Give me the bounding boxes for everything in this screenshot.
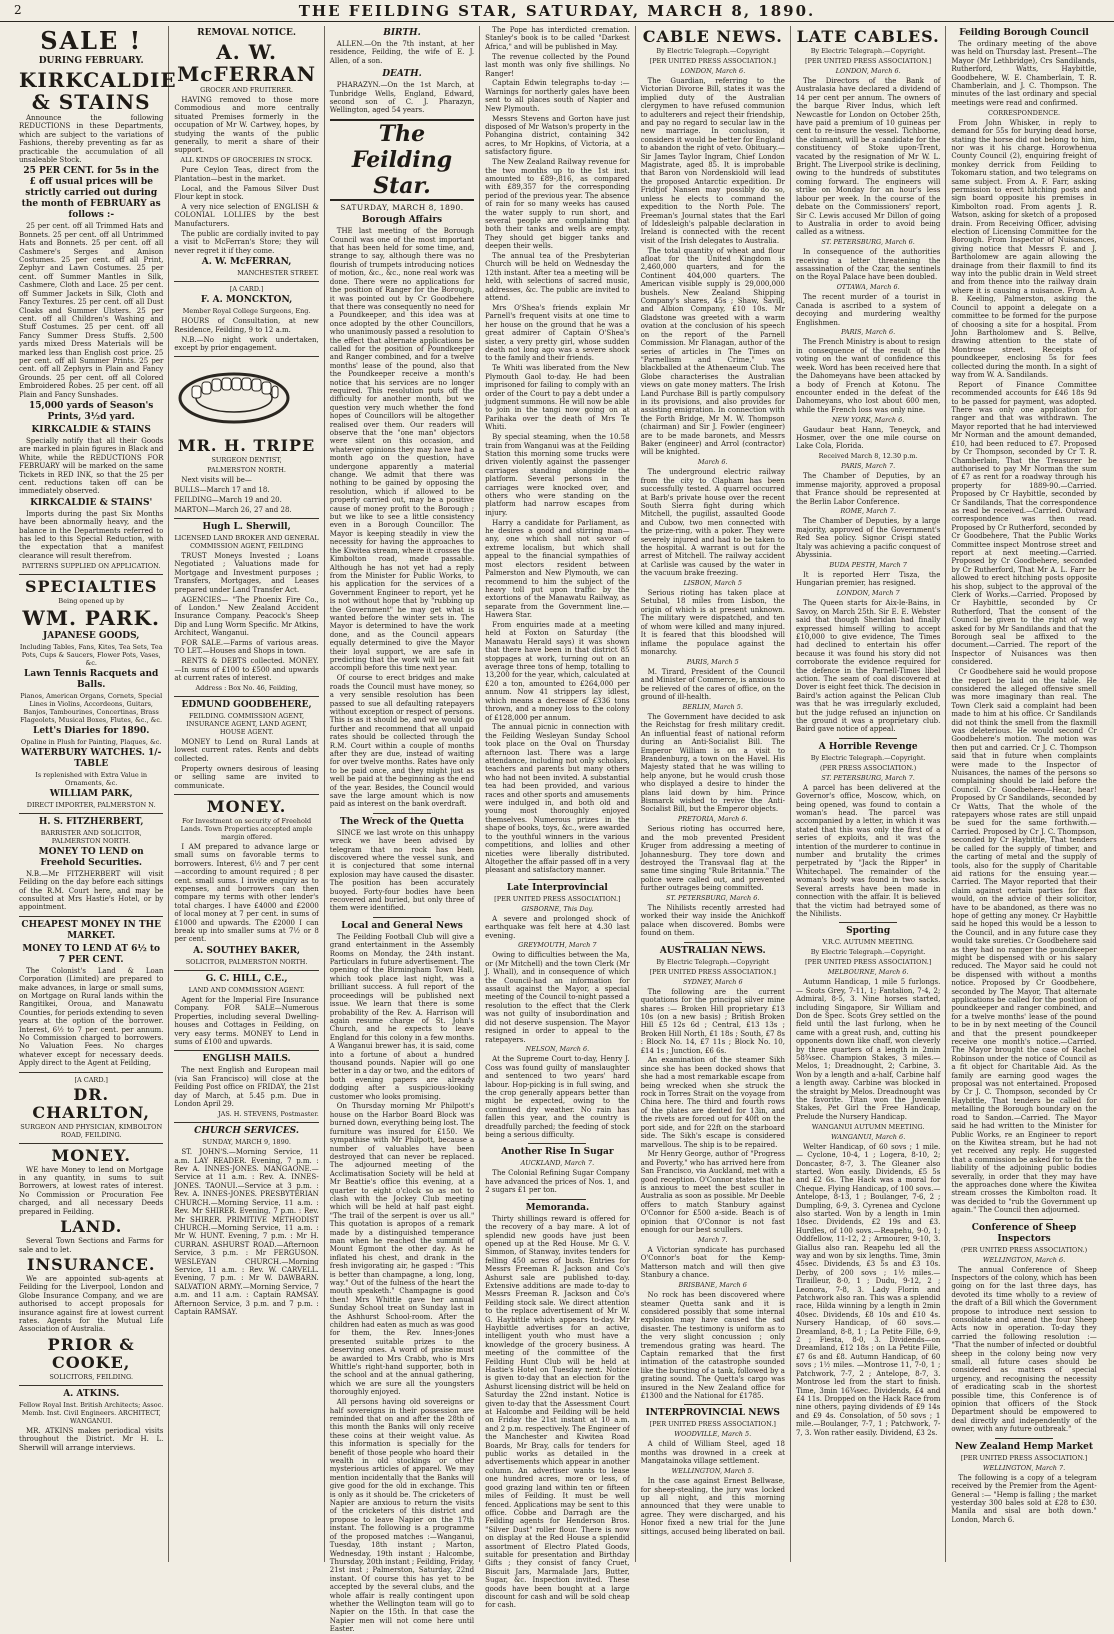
tripe-name: MR. H. TRIPE xyxy=(177,435,316,455)
atkins-sub: Fellow Royal Inst. British Architects; Assoc. Memb. Inst. Civil Engineers. ARCHITECT, WANGANUI. xyxy=(19,1400,164,1425)
press-assoc: (PER UNITED PRESS ASSOCIATION.) xyxy=(960,1245,1088,1254)
divider xyxy=(528,1199,586,1200)
article-body: Serious rioting has occurred here, and the mob prevented President Kruger from addressing a meeting of Johannesburg. They tore down and destroyed the Transvaal flag at the same time singing "Rule Britannia." The police were called out, and prevented further outrages being committed. xyxy=(640,825,785,893)
article-body: On Thursday morning Mr Philpott's house on the Harbor Board Block was burned down, everything being lost. The furniture was insured for £150. We sympathise with Mr Philpott, because a number of valuables have been destroyed that can never be replaced. The adjourned meeting of the Acclimatisation Society will be held at Mr Beattie's office this evening, at a quarter to eight o'clock so as not to clash with the Jockey Club meeting which will be held at half past eight. "The trail of the serpent is over us all." This quotation is apropos of a remark made by a distinguished temperance man when he reached the summit of Mount Egmont the other day. As he inflated his chest, and drank in the fresh invigorating air, he gasped : "This is better than champagne, a long, long, way." Out of the fulness of the heart the mouth speaketh." Champagne is good then! Mrs Whittle gave her annual Sunday School treat on Sunday last in the Ashhurst School-room. After the children had eaten as much as was good for them, the Rev. Innes-Jones presented suitable prizes to the deserving ones. A word of praise must be awarded to Mrs Crabb, who is Mrs Whittle's right-hand supporter, both in the school and at the annual gathering, which we are sure all the youngsters thoroughly enjoyed. xyxy=(329,1102,475,1397)
article-local-news xyxy=(330,921,474,1634)
article-body: In the case against Ernest Bellwase, for sheep-stealing, the jury was locked up all night, and this morning announced that they were unable to agree. They were discharged, and his Honor fixed a new trial for the June sittings, accused being liberated on bail. xyxy=(640,1477,785,1536)
article-body: The Nihilists recently arrested had worked their way inside the Anichkoff palace when discovered. Bombs were found on them. xyxy=(640,904,785,938)
received-line: Received March 8, 12.30 p.m. xyxy=(818,452,918,461)
baker-advert xyxy=(174,798,318,966)
hill-advert xyxy=(174,974,318,1046)
place-dateline: WANGANUI, March 6. xyxy=(831,1132,906,1141)
pianos-line: Pianos, American Organs, Cornets, Special Lines in Violins, Accordeons, Guitars, Banjos, Tambourines, Concertinas, Brass Flageolets, Musical Boxes, Flutes, &c., &c. xyxy=(20,691,163,724)
insurance-heading: INSURANCE. xyxy=(26,1254,156,1274)
article-body: Cr Goodbehere said he would propose the report be laid on the table. He considered the alleged offensive smell was more imaginary than real. The Town Clerk said a complaint had been made to him at his office. Cr Sandilands did not think the smell from the flaxmill was deleterious. He would second Cr Goodbehere's motion. The motion was then put and carried. Cr J. C. Thompson said that in future when complaints were made to the Inspector of Nuisances, the names of the persons so complaining should be laid before the Council. Cr Goodbehere—Hear, hear! Proposed by Cr Sandilands, seconded by Cr Watts, That the whole of the ratepayers whose rates are still unpaid be sued for the same forthwith.—Carried. Proposed by Cr J. C. Thompson, seconded by Cr Haybittle, That tenders be called for the supply of timber, and the carting of metal and the supply of tools, also for the supply of Charitable aid rations for the ensuing year.—Carried. The Mayor reported that their claim against certain parties for flax would, on the advice of their solicitor, have to be abandoned, as there was no hope of getting any money. Cr Haybittle said he hoped this would be a lesson to the Council, and in any future case they would take sureties. Cr Goodbehere said as they had no ranger the poundkeeper might be dispensed with or his salary reduced. The Mayor said he could not be dispensed with without a months notice. Proposed by Cr Goodbehere, seconded by The Mayor, That alternate applications be called for the position of poundkeeper and ranger combined, and for a twelve months' lease of the pound to be in by next meeting of the Council and that the present poundkeeper receive one month's notice.—Carried. The Mayor brought the case of Rachel Robinson under the notice of Council as a fit object for Charitable Aid. As the family are earning good wages the proposal was not entertained. Proposed by Cr J. C. Thompson, seconded by Cr Haybittle, That tenders be called for metalling the Borough boundary on the road to Sandon.—Carried. The Mayor said he had written to the Minister for Public Works, re an Engineer to report on the Kiwitea stream, but he had not yet received any reply. He suggested that a commission be asked for to fix the liability of the adjoining public bodies severally, in order that they may have the approaches done where the Kiwitea stream crosses the Kimbolton road. It was decided to "rub the Government up again." The Council then adjourned. xyxy=(951,668,1097,1215)
article-heading: LATE CABLES. xyxy=(796,27,940,46)
church-body: ST. JOHN'S.—Morning Service, 11 a.m. LAY READER. Evening, 7 p.m. : Rev A. INNES-JONES. MANGAONE.—Service at 11 a.m. : Rev. A. INNES-JONES. TAONUI.—Service at 3 p.m. : Rev. A. INNES-JONES. PRESBYTERIAN CHURCH.—Morning Service, 11 a.m. : Rev. Mr SHIRER. Evening, 7 p.m. : Rev. Mr SHIRER. PRIMITIVE METHODIST CHURCH.—Morning Service, 11 a.m. : Mr W. HUNT. Evening, 7 p.m. : Mr H. CURRAN. ASHURST ROAD.—Afternoon Service, 3 p.m. : Mr FERGUSON. WESLEYAN CHURCH.—Morning Service, 11 a.m. : Rev. W. CARVELL. Evening, 7 p.m. : Mr W. DAWBARN. SALVATION ARMY.—Morning Service, 7 a.m. and 11 a.m. : Captain RAMSAY. Afternoon Service, 3 p.m. and 7 p.m. : Captain RAMSAY. xyxy=(174,1148,319,1316)
article-body: Welter Handicap, of 60 sovs ; 1 mile.— Cyclone, 10-4, 1 ; Logera, 8-10, 2; Doncaster, 8-7, 3. The Gleaner also started. Won easily. Dividends, £5 5s and £2 6s. The Hack was a moral for Cheque. Flying Handicap, of 100 sovs.—Antelope, 8-13, 1 ; Boulanger, 7-6, 2 ; Dumpling, 6-9, 3. Cyrenea and Cyclone also started. Won by a length in 1min 18sec. Dividends, £2 19s and £3. Hurdles, of 100 sovs.—Reapehu, 9-0, 1; Oddfellow, 11-12, 2 ; Armourer, 9-10, 3. Giallus also ran. Reapehu led all the way and won by six lengths. Time, 3min 45sec. Dividends, £3 5s and £3 10s. Derby, of 200 sovs ; 1½ miles.—Tirailleur, 8-0, 1 ; Dudu, 9-12, 2 ; Leonora, 7-8, 3. Lady Florin and Patchwork also ran. This was a splendid race, Hilda winning by a length in 2min 40sec. Dividends, £8 10s and £10 4s. Nursery Handicap, of 60 sovs.—Dreamland, 8-8, 1 ; La Petite Fille, 6-9, 2 ; Fiesta, 8-0, 3. Dividends—on Dreamland, £12 18s ; on La Petite Fille, £7 6s and £8. Autumn Handicap, of 60 sovs ; 1½ miles. —Montrose 11, 7-0, 1 ; Patchwork, 7-7, 2 ; Antelope, 8-7, 3. Montrose led from the start to finish. Time, 3min 16¾sec. Dividends, £4 and £4 11s. Dropped on the Hack Race from nine others, paying dividends of £9 14s and £9 4s. Consolation, of 50 sovs ; 1 mile.—Boulanger, 7-7, 1 ; Patchwork, 7-7, 3. Won rather easily. Dividend, £3 2s. xyxy=(795,1142,941,1437)
divider xyxy=(19,813,163,814)
card-label-2: [A CARD.] xyxy=(229,285,264,294)
article-body: A Victorian syndicate has purchased O'Connor's boat for the Kemp-Matterson match and will then give Stanbury a chance. xyxy=(640,1245,785,1280)
sale-heading: SALE ! xyxy=(40,26,143,55)
article-late-interprovincial xyxy=(485,883,629,1140)
article-late-cables xyxy=(796,28,940,734)
prior-cooke-advert xyxy=(19,1147,163,1381)
place-dateline: NELSON, March 6. xyxy=(525,1045,590,1054)
press-assoc: [PER UNITED PRESS ASSOCIATION.] xyxy=(649,57,776,65)
lawn-tennis: Lawn Tennis Racquets and Balls. xyxy=(24,668,159,690)
article-borough-affairs xyxy=(330,215,474,809)
article-body: The following are the current quotations for the principal silver mine shares :— Broken Hill proprietary £13 10s (on a new basis) ; British Broken Hill £5 12s 6d ; Central, £13 13s ; Broken Hill North, £1 18s ; South, £7 8s : Block No. 14, £7 11s ; Block No. 10, £14 1s ; Junction, £6 6s. xyxy=(640,987,785,1055)
article-body: Of course to erect bridges and make roads the Council must have money, so a very sensible resolution has been passed to sue all defaulting ratepayers without exception or respect of persons. This is as it should be, and we would go further and recommend that all unpaid rates should be collected through the R.M. Court within a couple of months after they are due, instead of waiting for over twelve months. Rates have only to be paid once, and they might just as well be paid at the beginning as the end of the year. Besides, the Council would save the large amount which is now paid as interest on the bank overdraft. xyxy=(329,674,475,809)
divider xyxy=(174,970,318,971)
tripe-town: PALMERSTON NORTH. xyxy=(207,465,286,474)
goodbehere-advert xyxy=(174,700,318,790)
visit-bulls: BULLS—March 17 and 18. xyxy=(174,485,270,494)
firm-name-3: KIRKCALDIE & STAINS' xyxy=(30,497,153,508)
place-dateline: WELLINGTON, March 5. xyxy=(671,1467,754,1476)
article-body: The French Ministry is about to resign in consequence of the result of the voting on the want of confidence this week. Word has been received here that the Dahomeyans have been attacked by a body of French at Kotonu. The encounter ended in the defeat of the Dahomeyans, who lost about 600 men, while the French loss was only nine. xyxy=(795,338,941,414)
press-tag: By Electric Telegraph.—Copyright xyxy=(656,957,770,966)
article-body: The recent murder of a tourist in Canada is ascribed to a system of decoying and murdering wealthy Englishmen. xyxy=(795,293,941,327)
divider xyxy=(174,794,318,795)
article-body: Te Whiti was liberated from the New Plymouth Gaol to-day. He had been imprisoned for failing to comply with an order of the Court to pay a debt under a judgment summons. He will now be able to join in the tangi now going on at Parihaka over the death of Mrs Te Whiti. xyxy=(485,364,630,432)
article-body: Messrs Stevens and Gorton have just disposed of Mr Watson's property in the Pohangina district, containing 342 acres, to Mr Hopkins, of Victoria, at a satisfactory figure. xyxy=(485,114,630,157)
article-body: M. Tirard, President of the Council and Minister of Commerce, is anxious to be relieved of the cares of office, on the ground of ill-health. xyxy=(640,667,785,702)
article-body: The Chamber of Deputies, by an immense majority, approved a proposal that France should be represented at the Berlin Labor Conference. xyxy=(795,472,941,506)
divider xyxy=(839,738,897,739)
divider xyxy=(174,518,318,519)
night-work: N.B.—No night work undertaken, except by prior engagement. xyxy=(174,335,319,353)
english-mails xyxy=(174,1054,318,1118)
article-body: At the Supreme Court to-day, Henry J. Coss was found guilty of manslaughter and sentenced to two years' hard labour. Hop-picking is in full swing, and the crop generally appears better than might be expected, owing to the continued dry weather. No rain has fallen this year, and the country is dreadfully parched; the feeding of stock being a serious difficulty. xyxy=(485,1055,630,1140)
place-dateline: ST. PETERSBURG, March 6. xyxy=(821,238,915,247)
press-assoc: [PER UNITED PRESS ASSOCIATION.] xyxy=(804,57,932,65)
land-heading: LAND. xyxy=(60,1217,123,1237)
place-dateline: PRETORIA, March 6. xyxy=(677,815,748,824)
direct-importer: DIRECT IMPORTER, PALMERSTON N. xyxy=(26,800,156,809)
card-label: [A CARD.] xyxy=(74,1075,108,1084)
press-tag: By Electric Telegraph.—Copyright. xyxy=(810,47,926,55)
article-body: SINCE we last wrote on this unhappy wreck we have been advised by telegram that no rock has been discovered where the vessel sunk, and it is conjectured that some internal explosion may have caused the disaster. The position has been accurately buoyed. Forty-four bodies have been recovered and buried, but only three of them were identified. xyxy=(329,828,475,913)
japanese-body: Including Tables, Fans, Kites, Tea Sets, Tea Pots, Cups & Saucers, Flower Pots, Vases, &c. xyxy=(19,642,163,667)
japanese-heading: JAPANESE GOODS, xyxy=(42,630,140,641)
article-heading: Borough Affairs xyxy=(361,215,443,226)
article-heading: Sporting xyxy=(846,926,891,937)
column-1 xyxy=(14,26,177,1562)
baker-sub: SOLICITOR, PALMERSTON NORTH. xyxy=(185,957,308,966)
patterns-note: PATTERNS SUPPLIED ON APPLICATION. xyxy=(21,561,161,570)
sub-heading: WANGANUI AUTUMN MEETING. xyxy=(811,1122,925,1131)
article-body: The Guardian, referring to the Victorian Divorce Bill, states it was the implied duty of the Australian clergymen to have refused communion to adulterers and reject their friendship, and pay no regard to secular law in the new marriage. In conclusion, it considers it would be better for England to abandon the right of veto. Obituary.—Sir James Taylor Ingram, Chief London Magistrate, aged 85. It is improbable that Baron von Nordenskiold will lead the proposed Antarctic expedition. Dr Fridtjof Nansen may possibly do so, unless he elects to command the expedition to the North Pole. The Freeman's Journal states that the Earl of Iddesleigh's palpable declaration in Ireland is connected with the recent visit of the Irish delegates to Australia. xyxy=(640,77,785,245)
william-park-sign: WILLIAM PARK, xyxy=(49,788,133,799)
mcferran-name: A. W. McFERRAN xyxy=(177,40,316,86)
death-body: PHARAZYN.—On the 1st March, at Tunbridge Wells, England, Edward, second son of C. J. Pharazyn, Wellington, aged 54 years. xyxy=(329,81,475,115)
grocer-line: GROCER AND FRUITERER. xyxy=(200,86,294,94)
article-body: The Directors of the Bank of Australasia have declared a dividend of 14 per cent per annum. The owners of the barque River Indus, which left Newcastle for London on October 25th, have paid a premium of 10 guineas per cent to re-insure the vessel. Tichborne, the claimant, will be a candidate for the constituency of Stoke upon-Trent, vacated by the resignation of Mr W. L. Bright. The Liverpool strike is declining, owing to the hundreds of substitutes coming forward. The engineers will strike on Monday for an hour's less labour per week. In the course of the debate on the Commissioners' report, Sir C. Lewis accused Mr Dillon of going to Australia in order to avoid being called as a witness. xyxy=(795,77,941,237)
place-dateline: ST. PETERSBURG, March 6. xyxy=(666,894,760,903)
press-tag: [PER UNITED PRESS ASSOCIATION.] xyxy=(494,894,621,903)
money-to-lend: MONEY TO LEND on Freehold Securities. xyxy=(38,846,144,868)
reductions-note: Specially notify that all their Goods are marked in plain figures in Black and White, while the REDUCTIONS FOR FEBRUARY will be marked on the same Tickets in RED INK, so that the 25 per cent. reductions taken off can be immediately observed. xyxy=(19,436,164,496)
column-2 xyxy=(169,26,324,1562)
goodbehere-sub: FEILDING. COMMISSION AGENT, INSURANCE AGENT, LAND AGENT, HOUSE AGENT. xyxy=(186,712,307,737)
kirkcaldie-sale-advert xyxy=(19,26,177,570)
article-body: The annual Conference of Sheep Inspectors of the colony, which has been going on for the last three days, has devoted its time wholly to a review of the draft of a Bill which the Government propose to introduce next session to consolidate and amend the four Sheep Acts now in operation. To-day they carried the following resolution :— "That the number of infected or doubtful sheep in the colony being now very small, all future cases should be considered as matters of special urgency, and recognising the necessity of eradicating scab in the shortest possible time, this Conference is of opinion that officers of the Stock Department should be empowered to deal directly and independently of the owner, with any future outbreak." xyxy=(951,1265,1097,1434)
sale-subheading: DURING FEBRUARY. xyxy=(38,56,144,66)
opaline-line: Opaline in Plush for Painting, Plaques, &c. xyxy=(20,737,162,746)
article-sheep-inspectors xyxy=(951,1223,1096,1434)
atkins-advert xyxy=(19,1389,163,1452)
article-body: Thirty shillings reward is offered for the recovery of a bay mare. A lot of splendid new goods have just been opened up at the Red House. Mr G. V. Simmon, of Stanway, invites tenders for felling 450 acres of bush. Entries for Messrs Freeman R. Jackson and Co's Ashurst sale are published to-day. Extensive additions are made to-day to Messrs Freeman R. Jackson and Co's Feilding stock sale. We direct attention to the replace advertisement of Mr W. G. Haybittle which appears to-day. Mr Haybittle advertises for an active, intelligent youth who must have a knowledge of the grocery business. A meeting of the committee of the Feilding Hunt Club will be held at Hastie's Hotel on Tuesday next. Notice is given to-day that an election for the Ashurst licensing district will be held on Saturday the 22nd instant. Notice is given to-day that the Assessment Court at Halcombe and Feilding will be held on Friday the 21st instant at 10 a.m. and 2 p.m. respectively. The Engineer of the Manchester and Kiwitea Road Boards, Mr Bray, calls for tenders for public works as detailed in the advertisements which appear in another column. An advertiser wants to lease one hundred acres, more or less, of good grazing land within ten or fifteen miles of Feilding. It must be well fenced. Applications may be sent to this office. Cobbe and Darragh are the Feilding agents for Henderson Bros. "Silver Dust" roller flour. There is now on display at the Red House a splendid assortment of Electro Plated Goods, suitable for presentation and Birthday Gifts ; they consist of fancy Cruet, Biscuit Jars, Marmalade Jars, Butter, Sugar, &c. Inspection invited. These goods have been bought at a large discount for cash and will be sold cheap for cash. xyxy=(485,1214,630,1610)
charlton-name: DR. CHARLTON, xyxy=(32,1084,150,1122)
article-body: The Pope has interdicted cremation. Stanley's book is to be called "Darkest Africa," and will be published in May. xyxy=(485,26,630,51)
article-body: Captain Edwin telegraphs to-day :— Warnings for northerly gales have been sent to all places south of Napier and New Plymouth. xyxy=(485,79,630,113)
article-heading: Another Rise In Sugar xyxy=(501,1147,614,1158)
hill-sub: LAND AND COMMISSION AGENT. xyxy=(188,985,305,994)
divider xyxy=(373,917,431,918)
divider xyxy=(174,281,318,282)
mcferran-body: HAVING removed to those more Commodious and more centrally situated Premises formerly in the occupation of Mr W. Cartwey, hopes, by studying the wants of the public generally, to merit a share of their support. xyxy=(174,96,319,155)
article-body: By special steaming, when the 10.58 train from Wanganui was at the Feilding Station this morning some trucks were driven violently against the passenger carriages standing alongside the platform. Several persons in the carriages were knocked over, and others who were standing on the platform had narrow escapes from injury. xyxy=(485,433,630,517)
divider xyxy=(174,1122,318,1123)
press-assoc: [PER UNITED PRESS ASSOCIATION.] xyxy=(804,958,932,967)
fitzherbert-name: H. S. FITZHERBERT, xyxy=(38,816,144,827)
prior-cooke-sub: SOLICITORS, FEILDING. xyxy=(49,1372,134,1381)
letts-diaries: Lett's Diaries for 1890. xyxy=(32,725,150,736)
invitation: The public are cordially invited to pay a visit to McFerran's Store; they will never regret it if they come. xyxy=(174,229,319,255)
place-dateline: ROME, March 7. xyxy=(840,507,896,516)
percent-heading: 25 PER CENT. for 5s in the £ off usual prices will be strictly carried out during the month of FEBRUARY as follows :- xyxy=(21,166,161,221)
place-dateline: BUDA PESTH, March 7 xyxy=(829,561,907,569)
money-heading: MONEY. xyxy=(51,1145,131,1165)
agencies: AGENCIES— "The Phoenix Fire Co., of London." New Zealand Accident Insurance Company. Peacock's Sheep Dip and Lung Worm Specific. Mr Atkins, Architect, Wanganui. xyxy=(174,595,319,638)
article-body: Gaudaur beat Hann, Teneyck, and Hosmer, over the one mile course on Lake Cola, Florida. xyxy=(795,425,941,451)
article-body: From enquiries made at a meeting held at Foxton on Saturday (the Manawatu Herald says) it was shown that there have been in that district 85 stoppages at work, turning out on an average three tons of hemp, totalling to 13,200 for the year, which, calculated at £20 a ton, amounted to £264,000 per annum. Now 41 strippers lay idlest, which means a decrease of £336 tons thrown, and a money loss to the colony of £128,000 per annum. xyxy=(485,621,630,722)
divider xyxy=(19,1385,163,1386)
masthead xyxy=(0,0,1114,22)
press-assoc: [PER UNITED PRESS ASSOCIATION.] xyxy=(649,1420,776,1429)
page-number: 2 xyxy=(14,3,22,17)
next-visits: Next visits will be— xyxy=(181,475,252,484)
place-dateline: WOODVILLE, March 5. xyxy=(674,1430,752,1439)
column-7 xyxy=(946,26,1101,1562)
place-dateline: PARIS, March 6. xyxy=(841,328,896,337)
article-body: Mrs O'Shea's friends explain Mr Parnell's frequent visits at one time to her house on the ground that he was a great admirer of Captain O'Shea's sister, a very pretty girl, whose sudden death not long ago was a severe shock to the family and their friends. xyxy=(485,304,630,363)
article-body: The annual picnic in connection with the Feilding Wesleyan Sunday School took place on the Oval on Thursday afternoon last. There was a large attendance, including not only scholars, teachers and parents but many others who had not been invited. A substantial tea had been provided, and various races and other sports and amusements were indulged in, and both old and young most thoroughly enjoyed themselves. Numerous prizes in the shape of books, toys, &c., were awarded to the youthful winners in the various competitions, and lollies and other niceties were liberally distributed. Altogether the affair passed off in a very pleasant and satisfactory manner. xyxy=(485,723,630,875)
birth-heading: BIRTH. xyxy=(383,28,421,38)
tripe-advert xyxy=(174,360,318,514)
land-body: Several Town Sections and Farms for sale and to let. xyxy=(19,1237,164,1254)
divider xyxy=(373,813,431,814)
property-owners: Property owners desirous of leasing or selling same are invited to communicate. xyxy=(174,764,319,790)
place-dateline: SYDNEY, March 6 xyxy=(682,977,743,986)
fitzherbert-title: BARRISTER AND SOLICITOR, PALMERSTON NORTH. xyxy=(40,828,142,845)
investment-line: For Investment on security of Freehold Lands. Town Properties accepted ample margin offered. xyxy=(180,817,313,841)
article-heading: AUSTRALIAN NEWS. xyxy=(659,945,766,956)
dental-plate-illustration xyxy=(174,366,294,426)
article-heading: CABLE NEWS. xyxy=(642,27,783,46)
sub-heading: V.R.C. AUTUMN MEETING. xyxy=(822,938,914,947)
birth-body: ALLEN.—On the 7th instant, at her residence, Feilding, the wife of E. J. Allen, of a son. xyxy=(329,40,475,65)
article-interprovincial-news xyxy=(641,1408,785,1536)
divider xyxy=(684,942,742,943)
divider xyxy=(19,916,163,917)
place-dateline: OTTAWA, March 6. xyxy=(836,283,900,292)
money-rate: MONEY TO LEND AT 6½ to 7 PER CENT. xyxy=(22,943,161,965)
article-sporting xyxy=(796,926,940,1437)
church-heading: CHURCH SERVICES. xyxy=(194,1126,299,1137)
article-body: A severe and prolonged shock of earthquake was felt here at 4.30 last evening. xyxy=(485,914,630,940)
sale-intro: Announce the following REDUCTIONS in these Departments, which are subject to the variations of Fashions, thereby preventing as far as practicable the accumulation of all unsaleable Stock. xyxy=(19,114,164,165)
article-heading: Late Interprovincial xyxy=(506,882,608,893)
insurance-body: We are appointed sub-agents at Feilding for the Liverpool, London and Globe Insurance Company, and we are authorised to accept proposals for insurance against fire at lowest current rates. Agents for the Mutual Life Association of Australia. xyxy=(19,1274,164,1334)
hill-name: G. C. HILL, C.E., xyxy=(205,973,288,984)
article-heading: New Zealand Hemp Market xyxy=(955,1441,1094,1452)
divider xyxy=(839,922,897,923)
cheapest-money: CHEAPEST MONEY IN THE MARKET. xyxy=(21,919,161,941)
firm-name: KIRKCALDIE & STAINS xyxy=(19,68,177,114)
divider xyxy=(19,574,163,575)
article-body: THE last meeting of the Borough Council was one of the most important that has been held for some time, and, strange to say, although there was no flourish of trumpets introducing notices of motion, &c., &c., none real work was done. There were no applications for the position of Ranger for the Borough, it was pointed out by Cr Goodbehere that there was consequently no need for a Poundkeeper, and this idea was at once adopted by the other Councillors, who unanimously passed a resolution to the effect that alternate applications be called for the position of Poundkeeper and Ranger combined, and for a twelve months' lease of the pound, also that the Poundkeeper receive a month's notice that his services are no longer required. This resolution puts off the difficulty for another month, but we question very much whether the fond hopes of Councillors will be altogether realised over them. Our readers will observe that the "one man" objectors were silent on this occasion, and whatever opinions they may have had a month ago on the question, have undergone apparently a material change. We admit that there was nothing to be gained by opposing the resolution, which if allowed to be properly carried out, may be a positive cause of money profit to the Borough ; but we like to see a little consistency even in a Borough Councillor. The Mayor is keeping steadily in view the necessity for having the approaches to the Kiwitea stream, where it crosses the Kimbolton road, made passable. Although he has not yet had a reply from the Minister for Public Works, to his application for the services of a Government Engineer to report, yet he is not without hope that by "rubbing up the Government" he may get what is wanted before the winter sets in. The Mayor is determined to have the work done, and as the Council appears equally determined to give the Mayor their loyal support, we are safe in predicting that the work will be un fait accompli before this time next year. xyxy=(329,227,475,673)
column-5 xyxy=(636,26,791,1562)
place-dateline: LONDON, March 6. xyxy=(835,67,901,75)
tripe-sub: SURGEON DENTIST, xyxy=(211,455,282,464)
article-heading: INTERPROVINCIAL NEWS xyxy=(645,1408,780,1419)
mcferran-sign: A. W. McFERRAN, xyxy=(201,256,292,267)
article-body: Autumn Handicap, 1 mile 5 furlongs.— Scots Grey, 7-11, 1; Fantalion, 7-4, 2; Admiral, 8-5, 3. Nine horses started, including Singapore, Sir William and Don de Spec. Scots Grey settled on the field until the last furlong, when he came with a great rush, and, cutting his opponents down like chaff, won cleverly by three quarters of a length in 2min 58¾sec. Champion Stakes, 3 miles.—Melos, 1; Dreadnought, 2; Carbine, 3. Won by a length and a-half, Carbine half a length away. Carbine was blocked in the straight by Melos. Dreadnought was the favorite. Titan won the Juvenile Stakes, Pet Girl the Free Handicap, Prelude the Nursery Handicap. xyxy=(795,978,941,1121)
article-body: It is reported Herr Tisza, the Hungarian premier, has resigned. xyxy=(795,571,941,588)
press-assoc: (PER PRESS ASSOCIATION.) xyxy=(820,763,917,772)
article-body: The Chamber of Deputies, by a large majority, approved of the Government's Red Sea policy. Signor Crispi stated Italy was achieving a pacific conquest of Abyssinia. xyxy=(795,517,941,560)
divider xyxy=(19,1072,163,1073)
divider xyxy=(174,696,318,697)
divider xyxy=(684,1404,742,1405)
divider xyxy=(174,356,318,357)
article-sugar xyxy=(485,1147,629,1194)
divider xyxy=(174,1050,318,1051)
sub-heading: CORRESPONDENCE. xyxy=(987,108,1061,117)
place-dateline: BRISBANE, March 6 xyxy=(678,1281,747,1290)
money-body: WE have Money to lend on Mortgage in any quantity, in sums to suit Borrowers, at lowest rates of interest. No Commission or Procuration Fee charged, and all necessary Deeds prepared in Feilding. xyxy=(19,1165,164,1216)
article-body: A parcel has been delivered at the Governor's office, Moscow, which, on being opened, was found to contain a woman's head. The parcel was accompanied by a letter, in which it was stated that this was only the first of a series of exploits, and it was the intention of the murderer to continue in number and brutality the crimes perpetrated by "Jack the Ripper" in Whitechapel. The remainder of the woman's body was found in two sacks. Several arrests have been made in connection with the affair. It is believed that the victim had betrayed some of the Nihilists. xyxy=(795,783,941,918)
article-body: The Colonial Refining Sugar Company have advanced the prices of Nos. 1, and 2 sugars £1 per ton. xyxy=(485,1169,630,1195)
place-dateline: AUCKLAND, March 7. xyxy=(520,1159,595,1168)
divider xyxy=(995,1219,1053,1220)
for-sale: FOR SALE.—Farms of various areas. TO LET.—Houses and Shops in town. xyxy=(174,639,319,656)
lollies-line: A very nice selection of ENGLISH & COLONIAL LOLLIES by the best Manufacturers. xyxy=(174,202,319,228)
article-memoranda xyxy=(485,1203,629,1610)
all-kinds: ALL KINDS OF GROCERIES IN STOCK. xyxy=(180,156,313,165)
sherwill-name: Hugh L. Sherwill, xyxy=(202,521,291,532)
article-body: All persons having old sovereigns or half sovereigns in their possession are reminded that on and after the 28th of this month the Banks will only receive these coins at their weight value. As this information is specially for the benefit of those people who hoard their wealth in old stockings or other mysterious articles of apparel. We may mention incidentally that the Banks will give good for the old in exchange. This is only as it should be. The cricketers of Napier are anxious to return the visits of the cricketers of this district and propose to leave Napier on the 17th instant. The following is a programme of the proposed matches :—Wanganui, Tuesday, 18th instant ; Marton, Wednesday, 19th instant ; Halcombe, Thursday, 20th instant ; Feilding, Friday, 21st inst ; Palmerston, Saturday, 22nd instant. Of course this has yet to be accepted by the several clubs, and the whole affair is really contingent upon whether the Wellington team will go to Napier on the 15th. In that case the Napier men will not come here until Easter. xyxy=(329,1398,475,1634)
article-body: The following is a copy of a telegram received by the Premier from the Agent-General :— "Hemp is falling ; the market yesterday 300 bales sold at £28 to £30. Manila and sisal are both down." London, March 6. xyxy=(951,1473,1097,1524)
place-dateline: WELLINGTON, March 7. xyxy=(982,1463,1066,1472)
address: Address : Box No. 46, Feilding, xyxy=(195,684,298,693)
article-body: Report of Finance Committee recommended accounts for £46 18s 9d to be passed for payment, was adopted. There was only one application for ranger and that was withdrawn. The Mayor reported that he had interviewed Mr Norman and the amount demanded, £10, had been reduced to £7. Proposed by Cr Thompson, seconded by Cr T. R. Chamberlain, That the Treasurer be authorised to pay Mr Norman the sum of £7 as rent for a roadway through his property for 1889-90.—Carried. Proposed by Cr Haybittle, seconded by Cr Sandilands, That the correspondence as read be received.—Carried. Outward correspondence was then read. Proposed by Cr Rutherford, seconded by Cr Goodbehere, That the Public Works Committee inspect Montrose street and report at next meeting.—Carried. Proposed by Cr Goodbehere, seconded by Cr Rutherford, That Mr A. L. Farr be allowed to erect hitching posts opposite his shop, subject to the approval of the Clerk of Works.—Carried. Proposed by Cr Haybittle, seconded by Cr Rutherford, That the consent of the Council be given to the right of way asked for by Mr Sandilands and that the Borough seal be affixed to the document.—Carried. The report of the Inspector of Nuisances was then considered. xyxy=(951,380,1097,667)
firm-name-2: KIRKCALDIE & STAINS xyxy=(31,424,151,435)
specialties-heading: SPECIALTIES xyxy=(24,576,158,596)
charlton-advert xyxy=(19,1076,163,1139)
prior-cooke-name: PRIOR & COOKE, xyxy=(47,1334,135,1372)
article-local-continued xyxy=(485,26,629,875)
newspaper-page xyxy=(14,26,1102,1634)
fitzherbert-visit: N.B.—Mr FITZHERBERT will visit Feilding on the day before each sittings of the R.M. Court here, and may be consulted at Mrs Hastie's Hotel, or by appointment. xyxy=(19,869,164,912)
article-body: In consequence of the authorities receiving a letter threatening the assassination of the Czar, the sentinels on the Royal Palace have been doubled. xyxy=(795,248,941,282)
article-body: The Government have decided to ask the Reichstag for fresh military credit. An influential feast of national reform during an Anti-Socialist Bill. The Emperor William is on a visit to Brandenburg, a town on the Havel. His Majesty stated that he was willing to help anyone, but he would crush those who displayed a desire to hinder the plans laid down by him. Prince Bismarck wished to revive the Anti-Socialist Bill, but the Emperor objects. xyxy=(640,712,785,814)
divider xyxy=(528,879,586,880)
article-body: Owing to difficulties between the Ma, or (Mr Mitchell) and the town Clerk (Mr J. Whall), and in consequence of which the Council-had an information for assault against the Mayor, a special meeting of the Council to-night passed a resolution to the effect that the Clerk was not guilty of insubordination and did not deserve suspension. The Mayor resigned in order to appeal to the ratepayers. xyxy=(485,951,630,1044)
article-body: The ordinary meeting of the above was held on Thursday last. Present—The Mayor (Mr Lethbridge), Crs Sandilands, Rutherford, Watts, Haybittle, Goodbehere, W. E. Chamberlain, T. R. Chamberlain, and J. C. Thompson. The minutes of the last ordinary and special meetings were read and confirmed. xyxy=(951,40,1097,107)
mails-heading: ENGLISH MAILS. xyxy=(202,1054,291,1065)
article-body: The Queen starts for Aix-le-Bains, in Savoy, on March 25th. Sir E. E. Webster said that though Sheridan had finally expressed himself willing to accept £10,000 to give evidence, The Times had declined to entertain his offer because it was found his story did not corroborate the evidence required for the defence in the Parnell-Times libel action. The seam of coal discovered at Dover is eight feet thick. The decision in Baird's action against the Pelican Club was that he was irregularly excluded, but the judge refused an injunction on the ground it was a proprietary club. Baird gave notice of appeal. xyxy=(795,599,941,734)
place-dateline: GISBORNE, This Day. xyxy=(521,904,594,913)
replenished-line: Is replenished with Extra Value in Ornaments, &c. xyxy=(35,770,148,787)
colonist-body: The Colonist's Land & Loan Corporation (Limited) are prepared to make advances, in large or small sums, on Mortgage on Rural lands within the Rangitikei, Oroua, and Manawatu Counties, for periods extending to seven years at the option of the borrower. Interest, 6½ to 7 per cent. per annum. No Commission charged to borrowers. No Valuation Fees. No charges whatever except for necessary deeds. Apply direct to the Agent at Feilding, xyxy=(19,966,164,1068)
place-dateline: BERLIN, March 5. xyxy=(682,702,743,711)
place-dateline: MELBOURNE, March 6. xyxy=(827,968,909,977)
article-heading: Local and General News xyxy=(341,920,463,931)
wm-park-advert xyxy=(19,578,163,809)
place-dateline: PARIS, March 7. xyxy=(841,462,896,471)
article-borough-council xyxy=(951,28,1096,1215)
death-heading: DEATH. xyxy=(382,69,422,80)
article-body: An examination of the steamer Sikh since she has been docked shows that she had a most remarkable escape from being wrecked when she struck the rock in Torres Strait on the voyage from China here. The third and fourth rows of the plates are dented for 13in, and the rivets are forced out for 40ft on the port side, and for 22ft on the starboard side. The Sikh's escape is considered marvellous. The ship is to be repaired. xyxy=(640,1056,785,1149)
goodbehere-money: MONEY to Lend on Rural Lands at lowest current rates. Rents and debts collected. xyxy=(174,738,319,763)
place-dateline: March 7. xyxy=(697,1235,728,1244)
specialties-sub: Being opened up by xyxy=(58,596,124,605)
local-flour: Local, and the Famous Silver Dust Flour kept in stock. xyxy=(174,184,319,202)
divider xyxy=(19,1143,163,1144)
reduction-list: 25 per cent. off all Trimmed Hats and Bonnets. 25 per cent. off all Untrimmed Hats and Bonnets. 25 per cent. off all Cashmere's Serges and Amison Costumes. 25 per cent. off all Print, Zephyr and Lawn Costumes. 25 per cent. off Summer Mantles in Silk, Cashmere, Cloth and Lace. 25 per cent. off Summer Jackets in Silk, Cloth and Fancy Textures. 25 per cent. off all Dust Cloaks and Summer Ulsters. 25 per cent. off all Children's Washing and Stuff Costumes. 25 per cent. off all Fancy Summer Dress Stuffs. 2,500 yards mixed Dress Materials will be marked less than English cost price. 25 per cent. off all Summer Prints. 25 per cent. off all Zephyrs in Plain and Fancy Grounds. 25 per cent. off all Colored Embroidered Robes. 25 per cent. off all Plain and Fancy Sunshades. xyxy=(19,222,164,399)
imports-note: Imports during the past Six Months have been abnormally heavy, and the balance in the Departments referred to has led to this Special Reduction, with the expectation that a manifest clearance will result therefrom. xyxy=(19,509,164,560)
prints-line: 15,000 yards of Season's Prints, 3½d yard. xyxy=(29,400,154,422)
money-heading-2: MONEY. xyxy=(206,797,287,816)
article-body: Serious rioting has taken place at Setubal, 18 miles from Lisbon, the origin of which is at present unknown. The military were dispatched, and ten of whom were killed and many injured. It is feared that this bloodshed will inflame the populace against the monarchy. xyxy=(640,589,785,656)
article-body: The revenue collected by the Pound last month was only five shillings. No Ranger! xyxy=(485,52,630,78)
baker-body: I AM prepared to advance large or small sums on favorable terms to borrowers. Interest, 6½ and 7 per cent—according to amount required ; 8 per cent. small sums. I invite enquiry as to expenses, and borrowers can then compare my terms with other lender's total charges. I have £4000 and £2000 of local money at 7 per cent. in sums of £1000 and upwards. The £2000 I can break up into smaller sums at 7½ or 8 per cent. xyxy=(174,843,319,944)
postmaster-sign: JAS. H. STEVENS, Postmaster. xyxy=(218,1109,319,1118)
hill-body: Agent for the Imperial Fire Insurance Company. FOR SALE—Numerous Properties, including several Dwelling-houses and Cottages in Feilding, on very easy terms. MONEY to Lend in sums of £100 and upwards. xyxy=(174,995,319,1046)
divider xyxy=(995,1438,1053,1439)
article-body: From John Whisker, in reply to demand for 55s for burying dead horse, stating the horse did not belong to him, nor was it his charge. Horowhenua County Council (2), enquiring freight of monkey derrick from Feilding to Tokomaru station, and two telegrams on same subject. From A. F. Farr, asking permission to erect hitching posts and sign board opposite his premises in Kimbolton road. From agents J. R. Watson, asking for sketch of a proposed drain. From Receiving Officer, advising election of Licensing Committee for the Borough. From Inspector of Nuisances, giving notice that Messrs F. and J. Bartholomew are again allowing the drainage from their flaxmill to find its way into the public drain in Weld street and from thence into the railway drain where it is causing a nuisance. From A. B. Keeling, Palmerston, asking the Council to appoint a delegate on a committee to be formed for the purpose of choosing a site for a hospital. From John Bartholomew and S. Bellve, drawing attention to the state of Montrose street. Receipts of poundkeeper, enclosing 5s for fees collected during the month. In a sight of way from W. A. Sandilands. xyxy=(951,118,1097,379)
article-body: The Feilding Football Club will give a grand entertainment in the Assembly Rooms on Monday, the 24th instant. Particulars in future advertisement. The opening of the Birmingham Town Hall, which took place last night, was a brilliant success. A full report of the proceedings will be published next issue. We learn that there is some probability of the Rev. A. Harrison will again resume charge of St. John's Church, and he expects to leave England for this colony in a few months. A Wanganui brewer has, it is said, come into a fortune of about a hundred thousand pounds. Napier will go one better in a day or two, and the editors of both evening papers are already dodging after a suspicious-looking customer who looks promising. xyxy=(329,932,475,1101)
place-dateline: PARIS, March 5 xyxy=(686,657,739,666)
mcferran-advert xyxy=(174,28,318,277)
fitzherbert-advert xyxy=(19,817,163,912)
article-cable-news xyxy=(641,28,785,938)
ceylon-tea: Pure Ceylon Teas, direct from the Plantation—best in the market. xyxy=(174,166,319,183)
sherwill-advert xyxy=(174,522,318,692)
article-body: A child of William Steel, aged 18 months was drowned in a creek at Mangatainoka village settlement. xyxy=(640,1440,785,1466)
death-notice xyxy=(330,69,474,115)
article-hemp-market xyxy=(951,1442,1096,1524)
church-services xyxy=(174,1126,318,1316)
place-dateline: LONDON, March 7 xyxy=(836,589,900,598)
article-body: The underground electric railway from the city to Clapham has been successfully tested. A quarrel occurred at Barb's private house over the recent South Sierra fight during which Mitchell, the pugilist, assaulted Goode and Cubow, two men connected with the prize-ring, with a poker. They were severely injured and had to be taken to the hospital. A warrant is out for the arrest of Mitchell. The railway accident at Carlisle was caused by the water in the vacuum brake freezing. xyxy=(640,468,785,578)
baker-name: A. SOUTHEY BAKER, xyxy=(193,945,301,956)
article-body: Mr Henry George, author of "Progress and Poverty," who has arrived here from San Francisco, via Auckland, met with a good reception. O'Connor states that he is anxious to meet the best sculler in Australia as soon as possible. Mr Deeble offers to match Stanbury against O'Connor for £500 a-side. Beach is of opinion that O'Connor is not fast enough for our best scullers. xyxy=(640,1150,785,1235)
divider xyxy=(528,1143,586,1144)
removal-notice: REMOVAL NOTICE. xyxy=(197,28,296,38)
hours-line: HOURS of Consultation, at new Residence, Feilding, 9 to 12 a.m. xyxy=(174,317,319,334)
press-assoc: [PER UNITED PRESS ASSOCIATION.] xyxy=(960,1453,1088,1462)
mcferran-street: MANCHESTER STREET. xyxy=(237,268,319,277)
goodbehere-name: EDMUND GOODBEHERE, xyxy=(181,700,312,711)
atkins-name: A. ATKINS. xyxy=(63,1388,120,1399)
newspaper-title: THE FEILDING STAR, SATURDAY, MARCH 8, 1890. xyxy=(298,2,816,20)
article-heading: Feilding Borough Council xyxy=(959,28,1089,38)
place-dateline: GREYMOUTH, March 7 xyxy=(518,941,597,950)
visit-marton: MARTON—March 26, 27 and 28. xyxy=(174,505,292,514)
article-horrible-revenge xyxy=(796,742,940,919)
waterbury-line: WATERBURY WATCHES. 1/- TABLE xyxy=(21,747,162,769)
trust-moneys: TRUST Moneys Invested ; Loans Negotiated ; Valuations made for Mortgage and Investment purposes ; Transfers, Mortgages, and Leases prepared under Land Transfer Act. xyxy=(174,551,319,594)
place-dateline: LONDON, March 6. xyxy=(680,67,746,75)
sherwill-sub: LICENSED LAND BROKER AND GENERAL COMMISSION AGENT, FEILDING xyxy=(174,533,319,550)
charlton-sub: SURGEON AND PHYSICIAN, KIMBOLTON ROAD, FEILDING. xyxy=(20,1122,163,1139)
press-tag: By Electric Telegraph.—Copyright. xyxy=(810,753,926,762)
press-tag: By Electric Telegraph.—Copyright. xyxy=(810,948,926,957)
column-6 xyxy=(791,26,946,1562)
dateline: SATURDAY, MARCH 8, 1890. xyxy=(340,202,464,212)
article-heading: The Wreck of the Quetta xyxy=(340,816,464,827)
place-dateline: NEW YORK, March 6. xyxy=(831,415,905,424)
press-tag: By Electric Telegraph.—Copyright xyxy=(656,47,770,55)
moncton-sub: Member Royal College Surgeons, Eng. xyxy=(182,307,311,316)
article-quetta xyxy=(330,817,474,913)
place-dateline: ST. PETERSBURG, March 7. xyxy=(821,773,915,782)
moncton-advert xyxy=(174,285,318,352)
article-body: The New Zealand Railway revenue for the two months up to the 1st inst. amounted to £89-,816, as compared with £89,357 for the corresponding period of the previous year. The absence of rain for so many weeks has caused the water supply to run short, and several people are complaining that both their tanks and wells are empty. They should get bigger tanks and deepen their wells. xyxy=(485,158,630,251)
church-date: SUNDAY, MARCH 9, 1890. xyxy=(202,1138,291,1147)
column-4 xyxy=(480,26,635,1610)
visit-feilding: FEILDING—March 19 and 20. xyxy=(174,495,282,504)
article-body: The annual tea of the Presbyterian Church will be held on Wednesday the 12th instant. After tea a meeting will be held, with selections of sacred music, addresses, &c. The public are invited to attend. xyxy=(485,252,630,303)
atkins-visit: MR. ATKINS makes periodical visits throughout the District. Mr H. L. Sherwill will arrange interviews. xyxy=(19,1426,164,1452)
moncton-name: F. A. MONCKTON, xyxy=(200,295,293,306)
article-body: The total quantity of wheat and flour afloat for the United Kingdom is 2,460,000 quarters, and for the Continent 404,000 quarters. The American visible supply is 29,000,000 bushels. New Zealand Shipping Company's shares, 45s ; Shaw, Savill, and Albion Company, £10 10s. Mr Gladstone was greeted with a warm ovation at the conclusion of his speech on the report of the Parnell Commission. Mr Flanagan, author of the series of articles in The Times on "Parnellism and Crime," was blackballed at the Athenaeum Club. The Globe characterises the Australian views on gate money matters. The Irish Land Purchase Bill is partly compulsory in its provisions, and also provides for assisting emigration. In connection with the Forth Bridge, Mr M. W. Thompson (chairman) and Sir J. Fowler (engineer) are to be made baronets, and Messrs Baker (engineer) and Arrol (contractor) will be knighted. xyxy=(640,246,785,457)
article-heading: Memoranda. xyxy=(525,1202,590,1213)
birth-notice xyxy=(330,28,474,65)
place-dateline: WELLINGTON, March 6. xyxy=(982,1255,1066,1264)
article-body: Harry a candidate for Parliament, as he desires a good and stirring man—any, one which shall not savor of extreme localism, but which shall appeal to the financial sympathies of most electors resident between Palmerston and New Plymouth, we can recommend to him the subject of the heavy toll put upon traffic by the extortions of the Manawatu Railway, as separate from the Government line.—Hawera Star. xyxy=(485,518,630,620)
press-assoc: [PER UNITED PRESS ASSOCIATION.] xyxy=(649,967,776,976)
article-heading: Conference of Sheep Inspectors xyxy=(971,1222,1077,1244)
article-australian-news xyxy=(641,946,785,1401)
place-dateline: LISBON, March 5 xyxy=(683,579,743,588)
newspaper-logo: The Feilding Star. xyxy=(330,119,474,201)
article-heading: A Horrible Revenge xyxy=(818,741,918,752)
wm-park-name: WM. PARK. xyxy=(22,605,160,630)
article-body: No rock has been discovered where steamer Quetta sank and it is considered possibly that some internal explosion may have caused the sad disaster. The testimony is uniform as to the very slight concussion ; only tremendous grating was heard. The Captain remarked that the first intimation of the catastrophe sounded like the bursting of a tank, followed by a grating sound. The Quetta's cargo was insured in the New Zealand office for £1300 and the National for £1785. xyxy=(640,1291,785,1400)
place-dateline: March 6. xyxy=(697,458,728,467)
colonist-advert xyxy=(19,920,163,1068)
mails-body: The next English and European mail (via San Francisco) will close at the Feilding Post office on FRIDAY, the 21st day of March, at 5.45 p.m. Due in London April 29. xyxy=(174,1066,319,1108)
column-3 xyxy=(325,26,480,1634)
rents-debts: RENTS & DEBTS collected. MONEY.—In sums of £100 to £500 and upwards at current rates of interest. xyxy=(174,657,319,683)
